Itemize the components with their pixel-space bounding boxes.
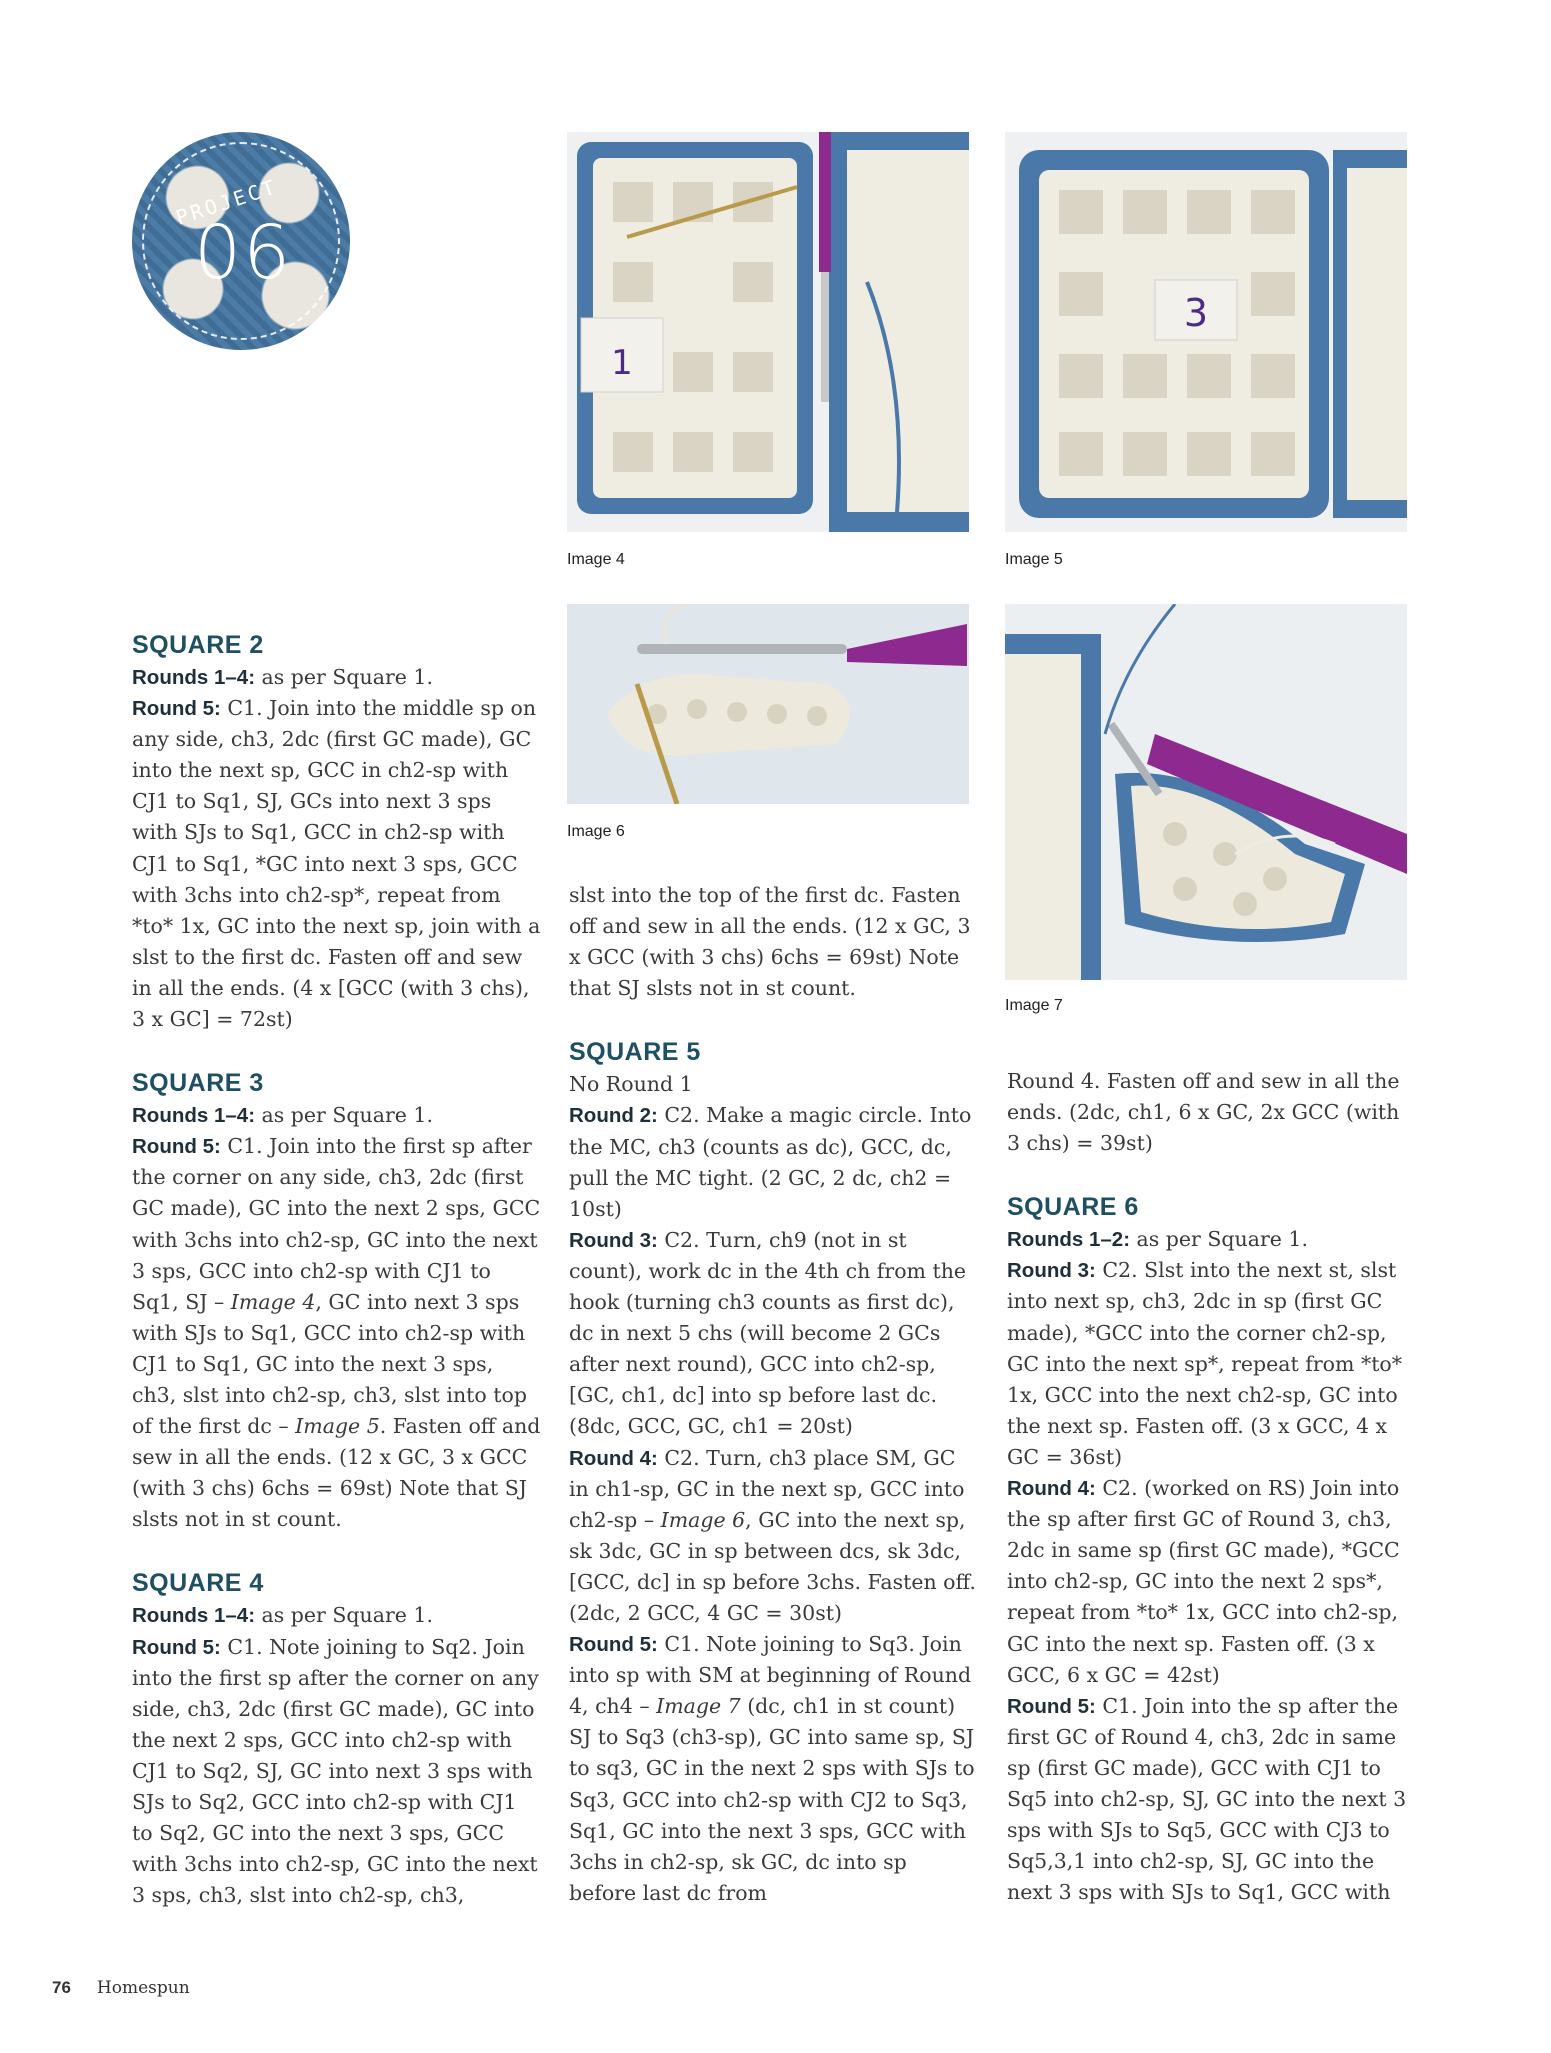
round-label: Round 2: <box>569 1104 658 1128</box>
project-badge <box>132 132 350 350</box>
round-text: C2. Make a magic circle. Into the MC, ch3 (counts as dc), GCC, dc, pull the MC tight. (2 GC, 2 dc, ch2 = 10st) <box>569 1103 972 1221</box>
round-label: Rounds 1–4: <box>132 1604 256 1628</box>
square-4-round-5 <box>132 1632 542 1912</box>
round-text: as per Square 1. <box>255 1603 433 1628</box>
image-6-photo <box>567 604 969 804</box>
round-label: Round 5: <box>132 1135 221 1159</box>
image-5-tag-label: 3 <box>1183 291 1209 335</box>
square-4-continued: slst into the top of the first dc. Fasten off and sew in all the ends. (12 x GC, 3 x GCC (with 3 chs) 6chs = 69st) Note that SJ slsts not in st count. <box>569 883 971 1001</box>
round-label: Round 3: <box>569 1228 658 1252</box>
image-reference: Image 5 <box>295 1414 380 1439</box>
round-label: Rounds 1–4: <box>132 1104 256 1128</box>
round-text: C2. Slst into the next st, slst into next sp, ch3, 2dc in sp (first GC made), *GCC into the corner ch2-sp, GC into the next sp*, repeat from *to* 1x, GCC into the next ch2-sp, GC into the next sp. Fasten off. (3 x GCC, 4 x GC = 36st) <box>1007 1258 1403 1469</box>
image-7-caption: Image 7 <box>1005 997 1063 1014</box>
square-3-heading: SQUARE 3 <box>132 1069 264 1098</box>
image-5-photo <box>1005 132 1407 532</box>
round-text: , GC into the next sp, sk 3dc, GC in sp between dcs, sk 3dc, [GCC, dc] in sp before 3chs. Fasten off. (2dc, 2 GCC, 4 GC = 30st) <box>569 1507 976 1625</box>
square-6-heading: SQUARE 6 <box>1007 1193 1139 1222</box>
image-6-caption: Image 6 <box>567 823 625 840</box>
badge-number: 06 <box>194 210 293 296</box>
round-label: Round 3: <box>1007 1259 1096 1283</box>
round-text: C1. Note joining to Sq2. Join into the first sp after the corner on any side, ch3, 2dc (first GC made), GC into the next 2 sps, GCC into ch2-sp with CJ1 to Sq2, SJ, GC into next 3 sps with SJs to Sq2, GCC into ch2-sp with CJ1 to Sq2, GC into the next 3 sps, GCC with 3chs into ch2-sp, GC into the next 3 sps, ch3, slst into ch2-sp, ch3, <box>132 1634 539 1908</box>
square-3-rounds-1-4 <box>132 1100 542 1131</box>
square-4-heading: SQUARE 4 <box>132 1569 264 1598</box>
image-5-caption: Image 5 <box>1005 551 1063 568</box>
round-label: Round 5: <box>132 1635 221 1659</box>
square-5-round-2 <box>569 1100 979 1224</box>
square-2-rounds-1-4 <box>132 662 542 693</box>
round-label: Round 5: <box>132 697 221 721</box>
image-reference: Image 7 <box>656 1694 741 1719</box>
column-2 <box>569 880 979 1909</box>
round-text: (dc, ch1 in st count) SJ to Sq3 (ch3-sp), GC into same sp, SJ to sq3, GC in the next 2 sps with SJs to Sq3, GCC into ch2-sp with CJ2 to Sq3, Sq1, GC into the next 3 sps, GCC with 3chs in ch2-sp, sk GC, dc into sp before last dc from <box>569 1694 975 1905</box>
round-label: Rounds 1–4: <box>132 666 256 689</box>
square-2-heading: SQUARE 2 <box>132 631 264 659</box>
round-text: C1. Note joining to Sq3. Join into sp with SM at beginning of Round 4, ch4 – <box>569 1632 972 1719</box>
round-text: C2. (worked on RS) Join into the sp after first GC of Round 3, ch3, 2dc in same sp (first GC made), *GCC into ch2-sp, GC into the next 2 sps*, repeat from *to* 1x, GCC into ch2-sp, GC into the next sp. Fasten off. (3 x GCC, 6 x GC = 42st) <box>1007 1476 1400 1687</box>
square-6-round-3 <box>1007 1255 1417 1473</box>
round-text: C2. Turn, ch9 (not in st count), work dc in the 4th ch from the hook (turning ch3 counts as first dc), dc in next 5 chs (will become 2 GCs after next round), GCC into ch2-sp, [GC, ch1, dc] into sp before last dc. (8dc, GCC, GC, ch1 = 20st) <box>569 1227 967 1439</box>
round-label: Rounds 1–2: <box>1007 1228 1131 1252</box>
square-5-round-5 <box>569 1629 979 1909</box>
square-2-round-5 <box>132 693 542 1035</box>
round-text: , GC into next 3 sps with SJs to Sq1, GCC into ch2-sp with CJ1 to Sq1, GC into the next 3 sps, ch3, slst into ch2-sp, ch3, slst into top of the first dc – <box>132 1289 527 1439</box>
round-text: . Fasten off and sew in all the ends. (12 x GC, 3 x GCC (with 3 chs) 6chs = 69st) Note that SJ slsts not in st count. <box>132 1414 541 1532</box>
column-1 <box>132 628 542 1911</box>
image-reference: Image 4 <box>230 1289 316 1314</box>
page-footer <box>52 1978 190 1998</box>
square-5-round-4 <box>569 1443 979 1630</box>
round-text: C2. Turn, ch3 place SM, GC in ch1-sp, GC in the next sp, GCC into ch2-sp – <box>569 1445 965 1532</box>
square-6-round-5 <box>1007 1691 1417 1909</box>
square-5-round-3 <box>569 1225 979 1443</box>
round-text: C1. Join into the sp after the first GC of Round 4, ch3, 2dc in same sp (first GC made), GCC with CJ1 to Sq5 into ch2-sp, SJ, GC into the next 3 sps with SJs to Sq5, GCC with CJ3 to Sq5,3,1 into ch2-sp, SJ, GC into the next 3 sps with SJs to Sq1, GCC with <box>1007 1693 1407 1905</box>
square-4-rounds-1-4 <box>132 1600 542 1631</box>
round-text: C1. Join into the middle sp on any side, ch3, 2dc (first GC made), GC into the next sp, GCC in ch2-sp with CJ1 to Sq1, SJ, GCs into next 3 sps with SJs to Sq1, GCC in ch2-sp with CJ1 to Sq1, *GC into next 3 sps, GCC with 3chs into ch2-sp*, repeat from *to* 1x, GC into the next sp, join with a slst to the first dc. Fasten off and sew in all the ends. (4 x [GCC (with 3 chs), 3 x GC] = 72st) <box>132 696 541 1032</box>
square-3-round-5 <box>132 1131 542 1535</box>
image-4-photo <box>567 132 969 532</box>
image-7-photo <box>1005 604 1407 980</box>
round-text: as per Square 1. <box>1130 1227 1308 1252</box>
square-6-round-4 <box>1007 1473 1417 1691</box>
magazine-name: Homespun <box>96 1978 190 1998</box>
square-5-continued: Round 4. Fasten off and sew in all the ends. (2dc, ch1, 6 x GC, 2x GCC (with 3 chs) = 39st) <box>1007 1069 1400 1156</box>
image-4-caption: Image 4 <box>567 551 625 568</box>
column-3 <box>1007 1066 1417 1908</box>
round-label: Round 5: <box>569 1633 658 1657</box>
badge-kicker: PROJECT <box>172 174 281 230</box>
round-label: Round 4: <box>569 1446 658 1470</box>
square-6-rounds-1-2 <box>1007 1224 1417 1255</box>
image-4-tag-label: 1 <box>611 343 633 383</box>
round-text: as per Square 1. <box>255 1103 433 1128</box>
square-5-heading: SQUARE 5 <box>569 1038 701 1067</box>
round-text: C1. Join into the first sp after the corner on any side, ch3, 2dc (first GC made), GC into the next 2 sps, GCC with 3chs into ch2-sp, GC into the next 3 sps, GCC into ch2-sp with CJ1 to Sq1, SJ – <box>132 1134 541 1314</box>
square-5-no-round-1: No Round 1 <box>569 1072 693 1097</box>
page-number: 76 <box>52 1978 71 1997</box>
round-text: as per Square 1. <box>255 665 433 689</box>
image-reference: Image 6 <box>660 1507 746 1532</box>
round-label: Round 4: <box>1007 1477 1096 1501</box>
round-label: Round 5: <box>1007 1694 1096 1718</box>
